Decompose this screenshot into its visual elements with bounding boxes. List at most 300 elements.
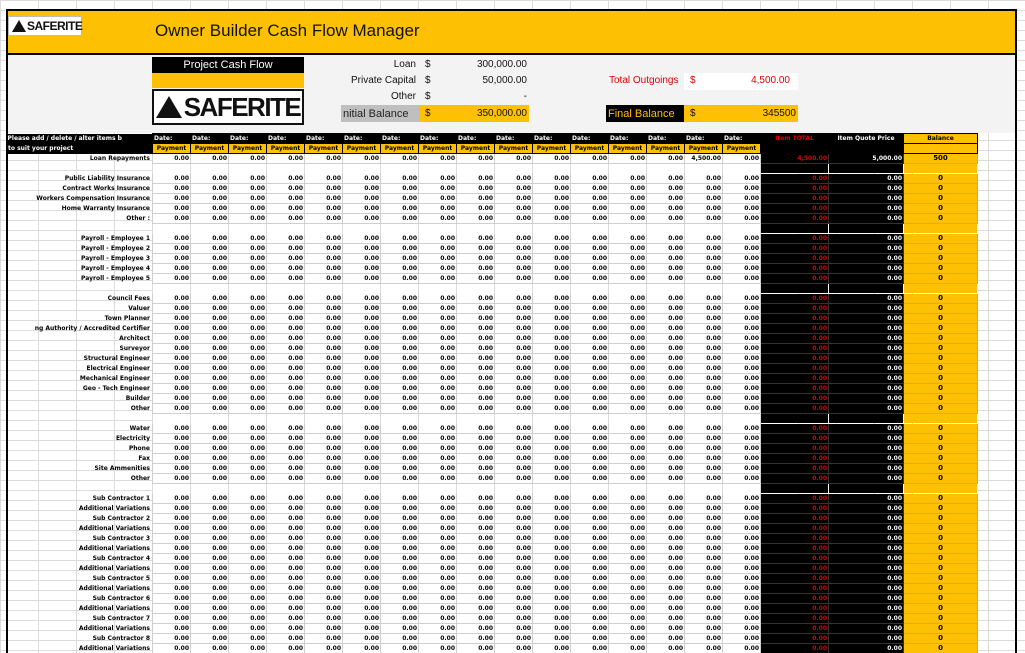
- payment-cell[interactable]: 0.00: [457, 464, 495, 474]
- balance-cell[interactable]: 0: [904, 624, 978, 634]
- payment-cell[interactable]: 0.00: [153, 254, 191, 264]
- payment-cell[interactable]: [191, 484, 229, 494]
- balance-cell[interactable]: 0: [904, 194, 978, 204]
- payment-cell[interactable]: 0.00: [153, 264, 191, 274]
- item-total-cell[interactable]: 0.00: [761, 394, 829, 404]
- payment-cell[interactable]: [647, 224, 685, 234]
- payment-cell[interactable]: 0.00: [685, 254, 723, 264]
- payment-cell[interactable]: 0.00: [533, 154, 571, 164]
- item-total-cell[interactable]: [761, 284, 829, 294]
- balance-cell[interactable]: 0: [904, 444, 978, 454]
- payment-cell[interactable]: 0.00: [267, 194, 305, 204]
- payment-cell[interactable]: 0.00: [457, 404, 495, 414]
- payment-cell[interactable]: 0.00: [153, 364, 191, 374]
- balance-cell[interactable]: 0: [904, 534, 978, 544]
- payment-cell[interactable]: 0.00: [571, 264, 609, 274]
- item-total-cell[interactable]: 0.00: [761, 434, 829, 444]
- payment-cell[interactable]: 0.00: [647, 564, 685, 574]
- payment-cell[interactable]: 0.00: [381, 474, 419, 484]
- payment-cell[interactable]: [267, 224, 305, 234]
- payment-cell[interactable]: 0.00: [191, 314, 229, 324]
- payment-cell[interactable]: 0.00: [419, 644, 457, 653]
- item-total-cell[interactable]: 0.00: [761, 624, 829, 634]
- payment-cell[interactable]: [381, 284, 419, 294]
- payment-cell[interactable]: 0.00: [533, 614, 571, 624]
- payment-cell[interactable]: 0.00: [305, 434, 343, 444]
- balance-cell[interactable]: [904, 164, 978, 174]
- payment-cell[interactable]: 0.00: [153, 234, 191, 244]
- payment-cell[interactable]: 0.00: [685, 354, 723, 364]
- quote-price-cell[interactable]: 0.00: [829, 604, 904, 614]
- payment-cell[interactable]: 0.00: [419, 444, 457, 454]
- payment-cell[interactable]: 0.00: [419, 274, 457, 284]
- payment-cell[interactable]: 0.00: [191, 594, 229, 604]
- payment-cell[interactable]: 0.00: [457, 204, 495, 214]
- payment-cell[interactable]: [343, 224, 381, 234]
- payment-cell[interactable]: 0.00: [381, 204, 419, 214]
- quote-price-cell[interactable]: 0.00: [829, 554, 904, 564]
- payment-cell[interactable]: 0.00: [343, 274, 381, 284]
- payment-cell[interactable]: 0.00: [191, 434, 229, 444]
- payment-cell[interactable]: 0.00: [495, 554, 533, 564]
- payment-cell[interactable]: 0.00: [305, 374, 343, 384]
- payment-cell[interactable]: 0.00: [723, 474, 761, 484]
- date-header-cell[interactable]: Date:: [305, 134, 343, 144]
- payment-cell[interactable]: 0.00: [457, 604, 495, 614]
- quote-price-cell[interactable]: 0.00: [829, 404, 904, 414]
- payment-cell[interactable]: 0.00: [647, 374, 685, 384]
- payment-cell[interactable]: [381, 484, 419, 494]
- quote-price-cell[interactable]: 0.00: [829, 574, 904, 584]
- payment-cell[interactable]: 0.00: [419, 394, 457, 404]
- payment-cell[interactable]: 0.00: [191, 344, 229, 354]
- payment-cell[interactable]: 0.00: [571, 194, 609, 204]
- payment-cell[interactable]: 0.00: [153, 434, 191, 444]
- payment-cell[interactable]: 0.00: [723, 594, 761, 604]
- payment-cell[interactable]: 0.00: [381, 464, 419, 474]
- payment-cell[interactable]: 0.00: [571, 624, 609, 634]
- payment-cell[interactable]: 0.00: [343, 384, 381, 394]
- payment-cell[interactable]: 0.00: [533, 174, 571, 184]
- payment-cell[interactable]: 0.00: [571, 334, 609, 344]
- item-total-cell[interactable]: 0.00: [761, 474, 829, 484]
- payment-cell[interactable]: [191, 224, 229, 234]
- payment-cell[interactable]: 0.00: [685, 634, 723, 644]
- payment-cell[interactable]: 0.00: [609, 524, 647, 534]
- payment-cell[interactable]: 0.00: [495, 244, 533, 254]
- payment-cell[interactable]: 0.00: [305, 564, 343, 574]
- payment-cell[interactable]: 0.00: [267, 454, 305, 464]
- payment-cell[interactable]: 0.00: [305, 394, 343, 404]
- payment-cell[interactable]: 0.00: [191, 334, 229, 344]
- payment-cell[interactable]: 0.00: [153, 204, 191, 214]
- payment-cell[interactable]: 0.00: [571, 234, 609, 244]
- payment-cell[interactable]: 0.00: [533, 434, 571, 444]
- payment-cell[interactable]: 0.00: [381, 634, 419, 644]
- payment-cell[interactable]: 0.00: [191, 274, 229, 284]
- balance-cell[interactable]: 0: [904, 514, 978, 524]
- payment-cell[interactable]: 0.00: [685, 584, 723, 594]
- payment-cell[interactable]: 0.00: [533, 264, 571, 274]
- payment-cell[interactable]: 0.00: [647, 194, 685, 204]
- payment-cell[interactable]: 0.00: [685, 204, 723, 214]
- payment-cell[interactable]: 0.00: [457, 324, 495, 334]
- payment-cell[interactable]: 0.00: [571, 304, 609, 314]
- payment-cell[interactable]: 0.00: [533, 204, 571, 214]
- payment-cell[interactable]: 0.00: [419, 434, 457, 444]
- payment-cell[interactable]: 0.00: [381, 364, 419, 374]
- payment-cell[interactable]: 0.00: [267, 274, 305, 284]
- payment-cell[interactable]: 0.00: [647, 174, 685, 184]
- quote-price-cell[interactable]: 0.00: [829, 304, 904, 314]
- payment-cell[interactable]: 0.00: [685, 454, 723, 464]
- payment-cell[interactable]: 0.00: [495, 234, 533, 244]
- payment-cell[interactable]: 0.00: [685, 604, 723, 614]
- payment-cell[interactable]: 0.00: [153, 454, 191, 464]
- payment-cell[interactable]: 0.00: [381, 254, 419, 264]
- payment-cell[interactable]: 0.00: [381, 534, 419, 544]
- balance-cell[interactable]: 0: [904, 594, 978, 604]
- payment-cell[interactable]: 0.00: [381, 354, 419, 364]
- payment-cell[interactable]: 0.00: [191, 584, 229, 594]
- payment-cell[interactable]: 0.00: [267, 464, 305, 474]
- payment-cell[interactable]: 0.00: [495, 464, 533, 474]
- payment-cell[interactable]: 0.00: [495, 204, 533, 214]
- payment-cell[interactable]: 0.00: [609, 154, 647, 164]
- payment-cell[interactable]: 0.00: [685, 644, 723, 653]
- payment-cell[interactable]: 0.00: [229, 444, 267, 454]
- payment-cell[interactable]: 0.00: [533, 304, 571, 314]
- payment-cell[interactable]: 0.00: [647, 624, 685, 634]
- payment-cell[interactable]: 0.00: [381, 384, 419, 394]
- quote-price-cell[interactable]: 0.00: [829, 344, 904, 354]
- payment-cell[interactable]: 0.00: [647, 504, 685, 514]
- payment-cell[interactable]: 0.00: [381, 194, 419, 204]
- payment-cell[interactable]: 0.00: [647, 394, 685, 404]
- payment-cell[interactable]: 0.00: [229, 384, 267, 394]
- payment-cell[interactable]: 0.00: [495, 514, 533, 524]
- item-total-cell[interactable]: 0.00: [761, 304, 829, 314]
- payment-cell[interactable]: 0.00: [685, 554, 723, 564]
- payment-cell[interactable]: 0.00: [609, 464, 647, 474]
- payment-cell[interactable]: 0.00: [571, 474, 609, 484]
- payment-cell[interactable]: 0.00: [267, 554, 305, 564]
- item-total-cell[interactable]: 0.00: [761, 364, 829, 374]
- payment-cell[interactable]: 0.00: [153, 584, 191, 594]
- payment-cell[interactable]: [685, 484, 723, 494]
- payment-cell[interactable]: [419, 414, 457, 424]
- payment-cell[interactable]: 0.00: [153, 524, 191, 534]
- payment-cell[interactable]: 0.00: [343, 234, 381, 244]
- payment-cell[interactable]: 0.00: [723, 174, 761, 184]
- payment-cell[interactable]: 0.00: [343, 244, 381, 254]
- payment-cell[interactable]: [571, 284, 609, 294]
- payment-cell[interactable]: 0.00: [571, 604, 609, 614]
- payment-cell[interactable]: 0.00: [723, 334, 761, 344]
- payment-cell[interactable]: 0.00: [419, 154, 457, 164]
- payment-cell[interactable]: 0.00: [609, 344, 647, 354]
- payment-cell[interactable]: 0.00: [267, 424, 305, 434]
- payment-cell[interactable]: 0.00: [419, 454, 457, 464]
- payment-cell[interactable]: 0.00: [647, 274, 685, 284]
- balance-cell[interactable]: 0: [904, 474, 978, 484]
- payment-cell[interactable]: 0.00: [533, 464, 571, 474]
- payment-cell[interactable]: 0.00: [305, 354, 343, 364]
- payment-cell[interactable]: 0.00: [381, 494, 419, 504]
- payment-cell[interactable]: 0.00: [495, 444, 533, 454]
- payment-cell[interactable]: 0.00: [647, 214, 685, 224]
- payment-cell[interactable]: 0.00: [419, 354, 457, 364]
- payment-cell[interactable]: 0.00: [343, 584, 381, 594]
- payment-cell[interactable]: [381, 414, 419, 424]
- payment-cell[interactable]: 0.00: [609, 594, 647, 604]
- payment-cell[interactable]: 0.00: [495, 384, 533, 394]
- payment-cell[interactable]: 0.00: [495, 624, 533, 634]
- payment-cell[interactable]: 0.00: [647, 474, 685, 484]
- payment-cell[interactable]: 0.00: [609, 394, 647, 404]
- payment-cell[interactable]: 0.00: [267, 184, 305, 194]
- payment-cell[interactable]: 0.00: [191, 354, 229, 364]
- payment-cell[interactable]: 0.00: [343, 264, 381, 274]
- payment-cell[interactable]: 0.00: [571, 554, 609, 564]
- payment-cell[interactable]: 0.00: [267, 444, 305, 454]
- payment-cell[interactable]: 0.00: [685, 314, 723, 324]
- balance-cell[interactable]: 0: [904, 314, 978, 324]
- payment-cell[interactable]: 0.00: [457, 214, 495, 224]
- item-total-cell[interactable]: 0.00: [761, 384, 829, 394]
- payment-cell[interactable]: 0.00: [267, 264, 305, 274]
- payment-cell[interactable]: 0.00: [723, 614, 761, 624]
- payment-cell[interactable]: 0.00: [267, 374, 305, 384]
- payment-cell[interactable]: 0.00: [571, 274, 609, 284]
- payment-cell[interactable]: 0.00: [191, 504, 229, 514]
- payment-cell[interactable]: 0.00: [571, 644, 609, 653]
- payment-cell[interactable]: [153, 414, 191, 424]
- payment-cell[interactable]: 0.00: [191, 544, 229, 554]
- payment-cell[interactable]: 0.00: [153, 554, 191, 564]
- payment-cell[interactable]: 0.00: [229, 184, 267, 194]
- payment-cell[interactable]: 0.00: [267, 384, 305, 394]
- item-total-cell[interactable]: 4,500.00: [761, 154, 829, 164]
- payment-cell[interactable]: 0.00: [723, 454, 761, 464]
- payment-cell[interactable]: 0.00: [381, 524, 419, 534]
- payment-cell[interactable]: 0.00: [419, 254, 457, 264]
- payment-cell[interactable]: 0.00: [533, 344, 571, 354]
- item-total-cell[interactable]: 0.00: [761, 494, 829, 504]
- payment-cell[interactable]: 0.00: [457, 294, 495, 304]
- payment-cell[interactable]: 0.00: [647, 204, 685, 214]
- balance-cell[interactable]: 0: [904, 574, 978, 584]
- payment-cell[interactable]: 0.00: [495, 524, 533, 534]
- payment-cell[interactable]: 0.00: [723, 344, 761, 354]
- payment-cell[interactable]: 0.00: [495, 364, 533, 374]
- payment-cell[interactable]: 0.00: [343, 294, 381, 304]
- payment-cell[interactable]: 0.00: [153, 184, 191, 194]
- quote-price-cell[interactable]: [829, 414, 904, 424]
- payment-cell[interactable]: 0.00: [571, 464, 609, 474]
- payment-cell[interactable]: 0.00: [495, 214, 533, 224]
- payment-cell[interactable]: 0.00: [609, 534, 647, 544]
- payment-cell[interactable]: [609, 484, 647, 494]
- payment-cell[interactable]: 0.00: [419, 174, 457, 184]
- payment-cell[interactable]: 0.00: [723, 404, 761, 414]
- balance-cell[interactable]: 0: [904, 234, 978, 244]
- payment-cell[interactable]: [495, 224, 533, 234]
- date-header-cell[interactable]: Date:: [153, 134, 191, 144]
- payment-cell[interactable]: [647, 414, 685, 424]
- payment-cell[interactable]: 0.00: [229, 344, 267, 354]
- payment-cell[interactable]: 0.00: [457, 264, 495, 274]
- payment-cell[interactable]: 0.00: [533, 214, 571, 224]
- payment-cell[interactable]: 0.00: [647, 464, 685, 474]
- payment-cell[interactable]: 0.00: [191, 554, 229, 564]
- payment-cell[interactable]: [191, 284, 229, 294]
- payment-cell[interactable]: 0.00: [229, 374, 267, 384]
- payment-cell[interactable]: 0.00: [191, 644, 229, 653]
- payment-cell[interactable]: 0.00: [267, 244, 305, 254]
- payment-cell[interactable]: 0.00: [647, 544, 685, 554]
- payment-cell[interactable]: 0.00: [457, 594, 495, 604]
- date-header-cell[interactable]: Date:: [571, 134, 609, 144]
- balance-cell[interactable]: 0: [904, 304, 978, 314]
- payment-cell[interactable]: 0.00: [533, 564, 571, 574]
- payment-cell[interactable]: [723, 284, 761, 294]
- item-total-cell[interactable]: 0.00: [761, 314, 829, 324]
- payment-cell[interactable]: [533, 164, 571, 174]
- payment-cell[interactable]: 0.00: [533, 244, 571, 254]
- payment-cell[interactable]: 0.00: [229, 584, 267, 594]
- balance-cell[interactable]: 0: [904, 464, 978, 474]
- payment-cell[interactable]: 0.00: [153, 514, 191, 524]
- payment-cell[interactable]: 0.00: [609, 234, 647, 244]
- payment-cell[interactable]: 0.00: [647, 364, 685, 374]
- payment-cell[interactable]: 0.00: [229, 274, 267, 284]
- payment-cell[interactable]: 0.00: [267, 434, 305, 444]
- payment-cell[interactable]: 0.00: [495, 194, 533, 204]
- balance-cell[interactable]: 0: [904, 614, 978, 624]
- payment-cell[interactable]: 0.00: [609, 614, 647, 624]
- payment-cell[interactable]: 0.00: [191, 424, 229, 434]
- payment-cell[interactable]: 0.00: [609, 354, 647, 364]
- payment-cell[interactable]: 0.00: [229, 264, 267, 274]
- payment-cell[interactable]: 0.00: [343, 404, 381, 414]
- payment-cell[interactable]: 0.00: [153, 534, 191, 544]
- payment-cell[interactable]: 0.00: [533, 444, 571, 454]
- payment-cell[interactable]: 0.00: [685, 274, 723, 284]
- payment-cell[interactable]: 0.00: [647, 554, 685, 564]
- payment-cell[interactable]: 0.00: [647, 494, 685, 504]
- balance-cell[interactable]: 0: [904, 294, 978, 304]
- payment-cell[interactable]: 0.00: [305, 364, 343, 374]
- quote-price-cell[interactable]: 0.00: [829, 534, 904, 544]
- payment-cell[interactable]: 0.00: [191, 214, 229, 224]
- payment-cell[interactable]: 0.00: [495, 254, 533, 264]
- payment-cell[interactable]: 0.00: [381, 434, 419, 444]
- quote-price-cell[interactable]: 0.00: [829, 524, 904, 534]
- payment-cell[interactable]: 0.00: [305, 204, 343, 214]
- payment-cell[interactable]: 0.00: [685, 294, 723, 304]
- payment-cell[interactable]: 0.00: [305, 454, 343, 464]
- payment-cell[interactable]: 0.00: [267, 304, 305, 314]
- payment-cell[interactable]: 0.00: [571, 584, 609, 594]
- date-header-cell[interactable]: Date:: [343, 134, 381, 144]
- payment-cell[interactable]: 0.00: [305, 594, 343, 604]
- payment-cell[interactable]: 0.00: [533, 594, 571, 604]
- payment-cell[interactable]: 0.00: [343, 534, 381, 544]
- payment-cell[interactable]: 0.00: [153, 344, 191, 354]
- balance-cell[interactable]: 0: [904, 454, 978, 464]
- quote-price-cell[interactable]: 0.00: [829, 214, 904, 224]
- quote-price-cell[interactable]: 0.00: [829, 264, 904, 274]
- item-total-cell[interactable]: 0.00: [761, 194, 829, 204]
- payment-cell[interactable]: 0.00: [723, 574, 761, 584]
- item-total-cell[interactable]: 0.00: [761, 634, 829, 644]
- payment-cell[interactable]: 0.00: [609, 424, 647, 434]
- payment-cell[interactable]: 0.00: [191, 564, 229, 574]
- payment-cell[interactable]: 0.00: [495, 574, 533, 584]
- payment-cell[interactable]: 0.00: [533, 364, 571, 374]
- payment-cell[interactable]: 0.00: [533, 184, 571, 194]
- payment-cell[interactable]: 0.00: [153, 624, 191, 634]
- payment-cell[interactable]: 0.00: [571, 204, 609, 214]
- quote-price-cell[interactable]: 0.00: [829, 544, 904, 554]
- quote-price-cell[interactable]: 0.00: [829, 614, 904, 624]
- payment-cell[interactable]: 0.00: [343, 554, 381, 564]
- payment-cell[interactable]: 0.00: [343, 314, 381, 324]
- payment-cell[interactable]: 0.00: [495, 304, 533, 314]
- item-total-cell[interactable]: 0.00: [761, 214, 829, 224]
- quote-price-cell[interactable]: 0.00: [829, 334, 904, 344]
- payment-cell[interactable]: 0.00: [381, 374, 419, 384]
- payment-cell[interactable]: 0.00: [229, 254, 267, 264]
- payment-cell[interactable]: 0.00: [153, 154, 191, 164]
- payment-cell[interactable]: [723, 224, 761, 234]
- payment-cell[interactable]: 0.00: [153, 474, 191, 484]
- quote-price-cell[interactable]: 0.00: [829, 314, 904, 324]
- payment-cell[interactable]: 0.00: [457, 344, 495, 354]
- payment-cell[interactable]: 0.00: [343, 184, 381, 194]
- payment-cell[interactable]: 0.00: [305, 424, 343, 434]
- payment-cell[interactable]: 0.00: [419, 494, 457, 504]
- payment-cell[interactable]: 0.00: [305, 244, 343, 254]
- payment-cell[interactable]: 0.00: [305, 324, 343, 334]
- item-total-cell[interactable]: 0.00: [761, 444, 829, 454]
- payment-cell[interactable]: 0.00: [457, 354, 495, 364]
- quote-price-cell[interactable]: 0.00: [829, 374, 904, 384]
- payment-cell[interactable]: [419, 224, 457, 234]
- payment-cell[interactable]: 0.00: [267, 574, 305, 584]
- payment-cell[interactable]: 0.00: [723, 384, 761, 394]
- item-total-cell[interactable]: 0.00: [761, 424, 829, 434]
- payment-cell[interactable]: [153, 164, 191, 174]
- payment-cell[interactable]: 0.00: [457, 194, 495, 204]
- payment-cell[interactable]: 0.00: [647, 264, 685, 274]
- payment-cell[interactable]: 0.00: [457, 334, 495, 344]
- payment-cell[interactable]: 0.00: [495, 184, 533, 194]
- item-total-cell[interactable]: 0.00: [761, 454, 829, 464]
- payment-cell[interactable]: 0.00: [191, 324, 229, 334]
- payment-cell[interactable]: 0.00: [153, 244, 191, 254]
- payment-cell[interactable]: 0.00: [343, 514, 381, 524]
- payment-cell[interactable]: 0.00: [229, 404, 267, 414]
- payment-cell[interactable]: 0.00: [191, 374, 229, 384]
- payment-cell[interactable]: 0.00: [267, 584, 305, 594]
- item-total-cell[interactable]: 0.00: [761, 554, 829, 564]
- payment-cell[interactable]: 0.00: [419, 624, 457, 634]
- item-total-cell[interactable]: 0.00: [761, 294, 829, 304]
- item-total-cell[interactable]: 0.00: [761, 504, 829, 514]
- payment-cell[interactable]: [457, 224, 495, 234]
